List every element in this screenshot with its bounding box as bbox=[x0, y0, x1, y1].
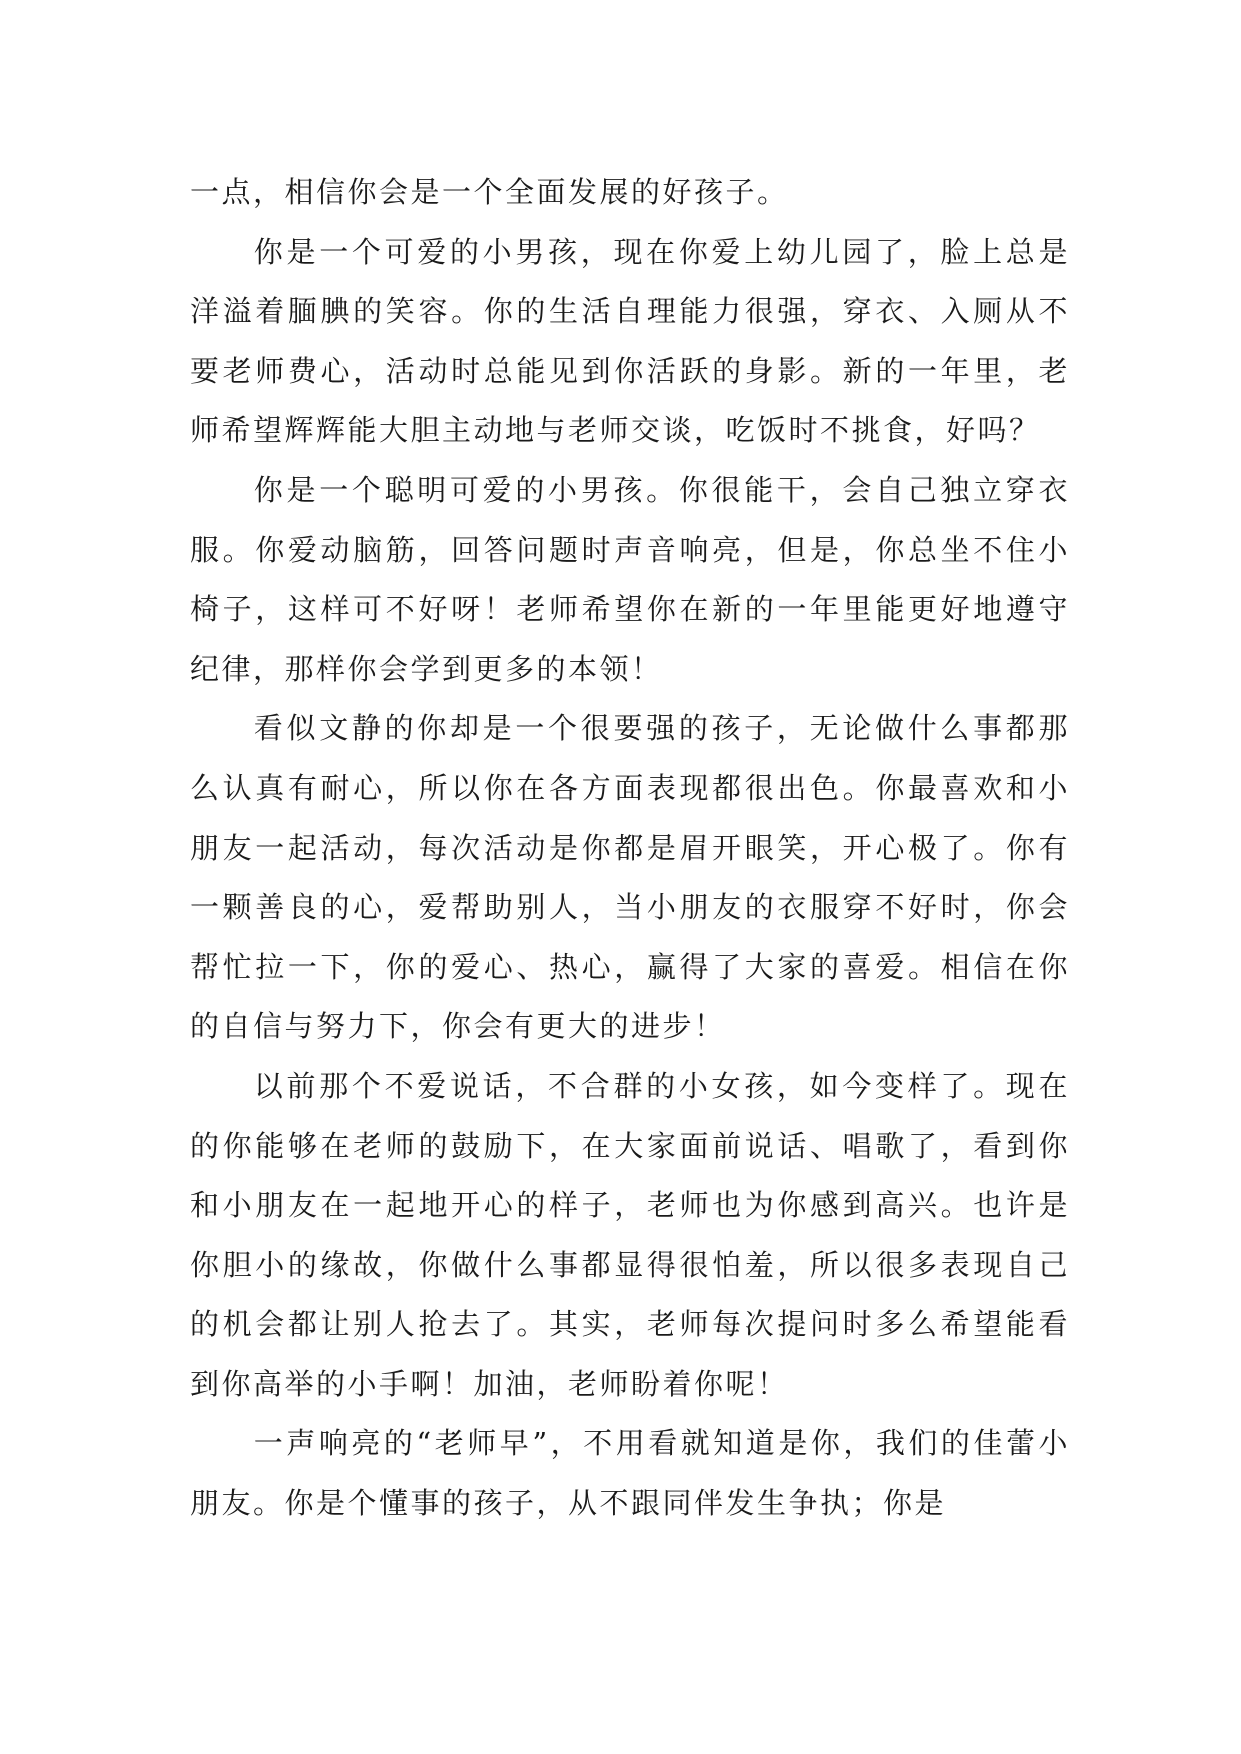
paragraph-comment-2: 你是一个聪明可爱的小男孩。你很能干，会自己独立穿衣服。你爱动脑筋，回答问题时声音响亮，但是，你总坐不住小椅子，这样可不好呀！老师希望你在新的一年里能更好地遵守纪律，那样你会学到更多的本领！ bbox=[190, 472, 1070, 686]
paragraph-comment-4: 以前那个不爱说话，不合群的小女孩，如今变样了。现在的你能够在老师的鼓励下，在大家面前说话、唱歌了，看到你和小朋友在一起地开心的样子，老师也为你感到高兴。也许是你胆小的缘故，你做什么事都显得很怕羞，所以很多表现自己的机会都让别人抢去了。其实，老师每次提问时多么希望能看到你高举的小手啊！加油，老师盼着你呢！ bbox=[190, 1068, 1070, 1401]
paragraph-comment-3: 看似文静的你却是一个很要强的孩子，无论做什么事都那么认真有耐心，所以你在各方面表现都很出色。你最喜欢和小朋友一起活动，每次活动是你都是眉开眼笑，开心极了。你有一颗善良的心，爱帮助别人，当小朋友的衣服穿不好时，你会帮忙拉一下，你的爱心、热心，赢得了大家的喜爱。相信在你的自信与努力下，你会有更大的进步！ bbox=[190, 711, 1070, 1044]
paragraph-continuation: 一点，相信你会是一个全面发展的好孩子。 bbox=[190, 175, 789, 209]
paragraph-comment-1: 你是一个可爱的小男孩，现在你爱上幼儿园了，脸上总是洋溢着腼腆的笑容。你的生活自理能力很强，穿衣、入厕从不要老师费心，活动时总能见到你活跃的身影。新的一年里，老师希望辉辉能大胆主动地与老师交谈，吃饭时不挑食，好吗？ bbox=[190, 234, 1070, 448]
document-body bbox=[190, 163, 1070, 1534]
paragraph-comment-5: 一声响亮的“老师早”，不用看就知道是你，我们的佳蕾小朋友。你是个懂事的孩子，从不跟同伴发生争执；你是 bbox=[190, 1426, 1070, 1521]
